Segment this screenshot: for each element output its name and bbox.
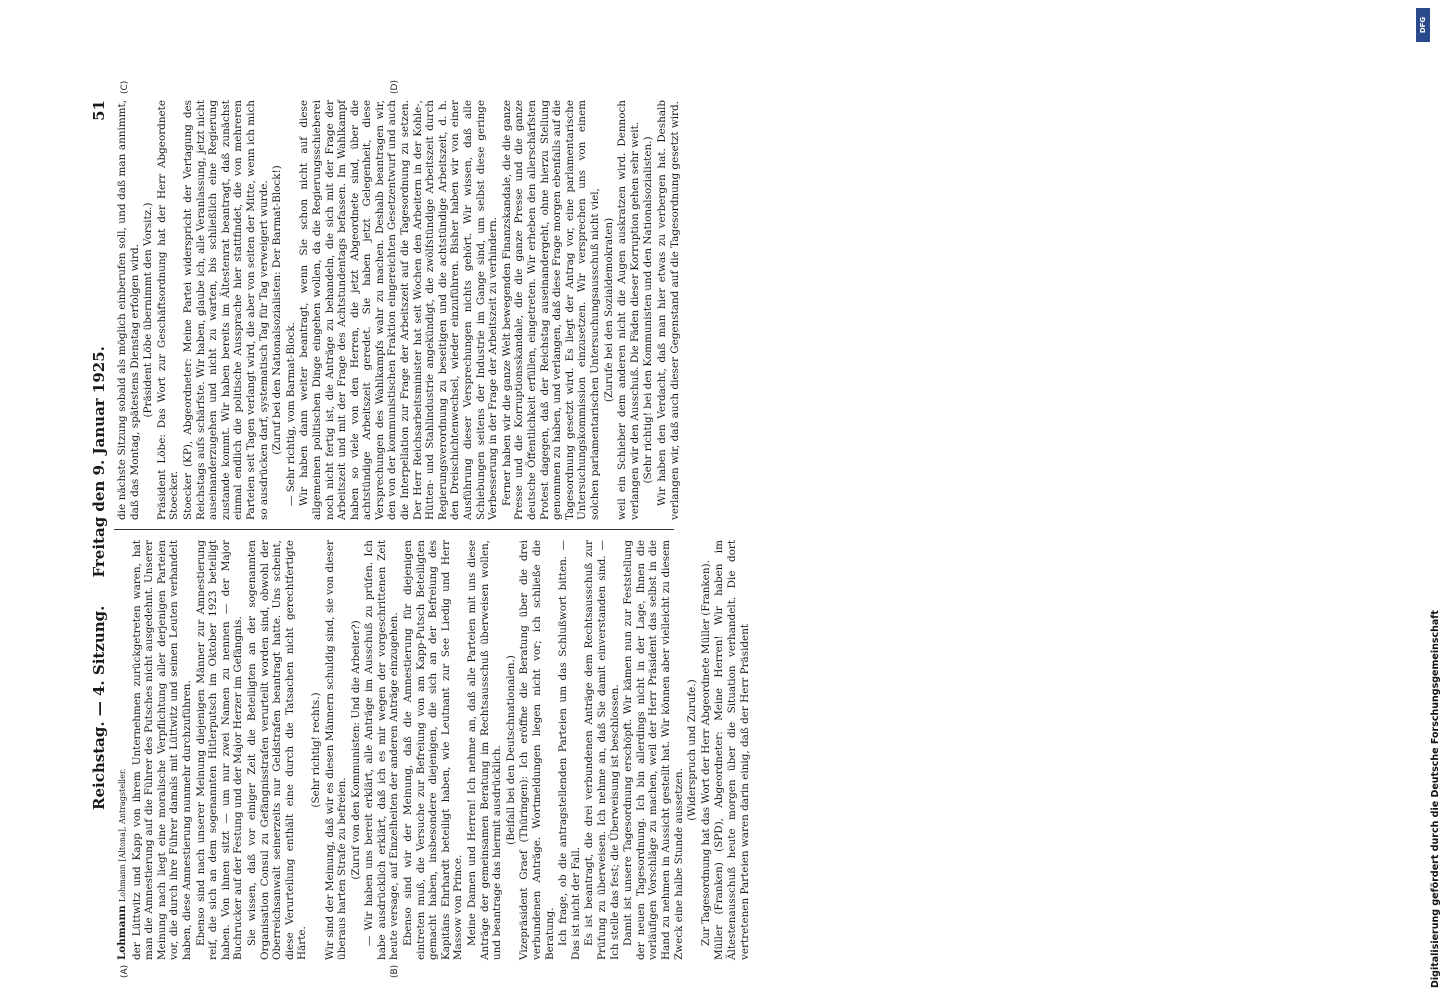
right-column-paragraph: — Sehr richtig, vom Barmat-Block. — [284, 322, 297, 506]
left-column-paragraph: Ich frage, ob die antragstellenden Parteien um das Schlußwort bitten. — Das ist nicht der Fall. — [557, 540, 582, 960]
left-column-paragraph: (Zuruf von den Kommunisten: Und die Arbeiter?) — [349, 620, 362, 880]
right-column-paragraph: die nächste Sitzung sobald als möglich einberufen soll, und daß man annimmt, daß das Montag, spätestens Dienstag erfolgen wird. — [116, 100, 141, 520]
left-column-paragraph: Wir sind der Meinung, daß wir es diesen Männern schuldig sind, sie von dieser überaus harten Strafe zu befreien. — [323, 540, 349, 960]
funding-sidebar — [1416, 8, 1441, 992]
speaker-note-text: Lohmann [Altona], Antragsteller. — [118, 768, 127, 903]
left-column-paragraph: Ebenso sind nach unserer Meinung diejenigen Männer zur Amnestierung reif, die sich an dem sogenannten Hitlerputsch im Oktober 1923 beteiligt haben. Von ihnen sitzt — um nur zwei Namen zu nennen — der Major Buchrucker auf der Festung und der Major Herzer im Gefängnis. — [194, 540, 245, 960]
left-column-paragraph: (Beifall bei den Deutschnationalen.) — [504, 655, 517, 845]
dfg-logo: DFG — [1416, 8, 1430, 42]
margin-mark-d: (D) — [390, 80, 400, 94]
left-column-paragraph: — Wir haben uns bereit erklärt, alle Anträge im Ausschuß zu prüfen. Ich habe ausdrücklich erklärt, daß ich es mir wegen der vorgeschrittenen Zeit heute versage, auf Einzelheiten der anderen Anträge einzugehen. — [363, 540, 401, 960]
right-column-paragraph: Ferner haben wir die ganze Welt bewegenden Finanzskandale, die die ganze Presse und die Korruptionsskandale, die die ganze Presse und die ganze deutsche Öffentlichkeit erfüllen, eingetreten. Wir erheben den allerschärfsten Protest dagegen, daß der Reichstag auseinandergeht, ohne hierzu Stellung genommen zu haben, und verlangen, daß diese Frage morgen ebenfalls auf die Tagesordnung gesetzt wird. Es liegt der Antrag vor, eine parlamentarische Untersuchungskommission einzusetzen. Wir versprechen uns von einem solchen parlamentarischen Untersuchungsausschuß nicht viel, — [500, 100, 601, 520]
right-column-paragraph: Wir haben den Verdacht, daß man hier etwas zu verbergen hat. Deshalb verlangen wir, daß auch dieser Gegenstand auf die Tagesordnung gesetzt wird. — [655, 100, 681, 520]
margin-mark-a: (A) — [120, 964, 130, 978]
margin-mark-c: (C) — [120, 80, 130, 94]
left-column-paragraph: Zur Tagesordnung hat das Wort der Herr Abgeordnete Müller (Franken). — [699, 560, 712, 946]
left-column-paragraph: (Sehr richtig! rechts.) — [309, 692, 322, 808]
left-column-paragraph: Vizepräsident Graef (Thüringen): Ich eröffne die Beratung über die drei verbundenen Anträge. Wortmeldungen liegen nicht vor; ich schließe die Beratung. — [518, 540, 556, 960]
column-divider — [114, 529, 674, 530]
header-right-title — [90, 100, 108, 577]
margin-mark-b: (B) — [390, 964, 400, 978]
left-column-paragraph: Meine Damen und Herren! Ich nehme an, daß alle Parteien mit uns diese Anträge der gemeinsamen Beratung im Rechtsausschuß überweisen wollen, und beantrage das hiermit ausdrücklich. — [466, 540, 504, 960]
column-left — [116, 540, 751, 960]
right-column-paragraph: weil ein Schieber dem anderen nicht die Augen auskratzen wird. Dennoch verlangen wir den Ausschuß. Die Fäden dieser Korruption gehen sehr weit. — [616, 100, 641, 520]
left-column-paragraph: Ebenso sind wir der Meinung, daß die Amnestierung für diejenigen eintreten muß, die Versuche zur Befreiung von am Kapp-Putsch Beteiligten gemacht haben, insbesondere diejenigen, die sich an der Befreiung des Kapitäns Ehrhardt beteiligt haben, wie Leutnant zur See Liedig und Herr Massow von Prince. — [402, 540, 465, 960]
left-column-paragraph: der Lüttwitz und Kapp von ihrem Unternehmen zurückgetreten waren, hat man die Amnestierung auf die Führer des Putsches nicht ausgedehnt. Unserer Meinung nach liegt eine moralische Verpflichtung aller derjenigen Parteien vor, die durch ihre Führer damals mit Lüttwitz und seinen Leuten verhandelt haben, diese Amnestierung nunmehr durchzuführen. — [130, 540, 193, 960]
right-column-paragraph: (Zurufe bei den Sozialdemokraten) — [602, 217, 615, 403]
right-column-paragraph: (Sehr richtig! bei den Kommunisten und den Nationalsozialisten.) — [642, 136, 655, 484]
page-number: 51 — [90, 100, 108, 121]
funding-note: Digitalisierung gefördert durch die Deutsche Forschungsgemeinschaft — [1430, 610, 1441, 988]
speaker-note: Lohmann Lohmann [Altona], Antragsteller. — [116, 768, 128, 960]
left-column-paragraph: Damit ist unsere Tagesordnung erschöpft. Wir kämen nun zur Feststellung der neuen Tagesordnung. Ich bin allerdings nicht in der Lage, Ihnen die vorläufigen Vorschläge zu machen, weil der Herr Präsident das selbst in die Hand zu nehmen in Aussicht gestellt hat. Wir können aber vielleicht zu diesem Zweck eine halbe Stunde aussetzen. — [622, 540, 685, 960]
left-column-paragraph: Sie wissen, daß vor einiger Zeit die Beteiligten an der sogenannten Organisation Consul zu Gefängnisstrafen verurteilt worden sind, obwohl der Oberreichsanwalt seinerzeits nur Geldstrafen beantragt hatte. Uns scheint, diese Verurteilung enthält eine durch die Tatsachen nicht gerechtfertigte Härte. — [245, 540, 309, 960]
header-date: Freitag den 9. Januar 1925. — [90, 346, 108, 578]
right-column-paragraph: (Präsident Löbe übernimmt den Vorsitz.) — [142, 202, 155, 418]
left-column-paragraph: (Widerspruch und Zurufe.) — [686, 679, 699, 821]
right-column-paragraph: Wir haben dann weiter beantragt, wenn Sie schon nicht auf diese allgemeinen politischen Dinge eingehen wollen, da die Regierungsschieberei noch nicht fertig ist, die Anträge zu behandeln, die sich mit der Frage der Arbeitszeit und mit der Frage des Achtstundentags befassen. Im Wahlkampf haben so viele von den Herren, die jetzt Abgeordnete sind, über die achtstündige Arbeitszeit geredet. Sie haben jetzt Gelegenheit, diese Versprechungen des Wahlkampfs wahr zu machen. Deshalb beantragen wir, den von der kommunistischen Fraktion eingereichten Gesetzentwurf und auch die Interpellation zur Frage der Arbeitszeit auf die Tagesordnung zu setzen. Der Herr Reichsarbeitsminister hat seit Wochen den Arbeitern in der Kohle-, Hütten- und Stahlindustrie angekündigt, die zwölfstündige Arbeitszeit durch Regierungsverordnung zu beseitigen und die achtstündige Arbeitszeit, d. h. den Dreischichtenwechsel, wieder einzuführen. Bisher haben wir von einer Ausführung dieser Versprechungen nichts gehört. Wir wissen, daß alle Schiebungen seitens der Industrie im Gange sind, um selbst diese geringe Verbesserung in der Frage der Arbeitszeit zu verhindern. — [298, 100, 500, 520]
right-column-paragraph: Stoecker (KP), Abgeordneter: Meine Partei widerspricht der Vertagung des Reichstags aufs schärfste. Wir haben, glaube ich, alle Veranlassung, jetzt nicht auseinanderzugehen und nicht zu warten, bis schließlich eine Regierung zustande kommt. Wir haben bereits im Ältestenrat beantragt, daß zunächst einmal endlich die politische Aussprache hier stattfindet, die von mehreren Parteien seit Tagen verlangt wird, die aber von seiten der Mitte, wenn ich mich so ausdrücken darf, systematisch Tag für Tag verweigert wurde. — [181, 100, 270, 520]
rotated-document — [90, 80, 751, 978]
right-column-paragraph: Präsident Löbe: Das Wort zur Geschäftsordnung hat der Herr Abgeordnete Stoecker. — [155, 100, 181, 520]
page-header — [90, 100, 112, 960]
right-column-paragraph: (Zuruf bei den Nationalsozialisten: Der Barmat-Block!) — [271, 165, 284, 455]
left-column-paragraph: Es ist beantragt, die drei verbundenen Anträge dem Rechtsausschuß zur Prüfung zu überweisen. Ich nehme an, daß Sie damit einverstanden sind. — Ich stelle das fest; die Überweisung ist beschlossen. — [583, 540, 621, 960]
left-column-paragraph: Müller (Franken) (SPD), Abgeordneter: Meine Herren! Wir haben im Ältestenausschuß heute morgen über die Situation verhandelt. Die dort vertretenen Parteien waren darin einig, daß der Herr Präsident — [713, 540, 751, 960]
column-right — [116, 100, 681, 520]
header-left-title: Reichstag. — 4. Sitzung. — [90, 605, 108, 810]
